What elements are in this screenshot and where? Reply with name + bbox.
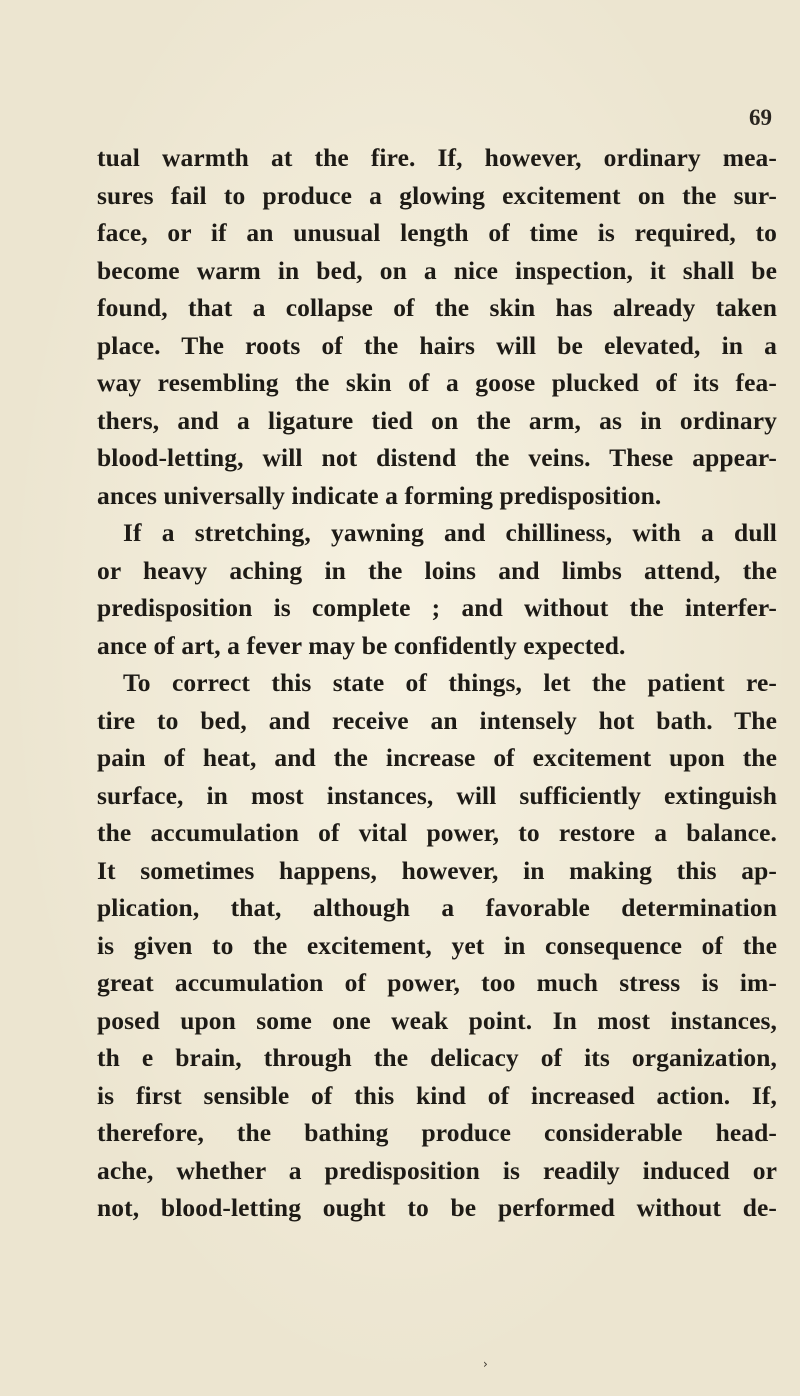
- text-line: pain of heat, and the increase of excitement upon the: [97, 743, 777, 772]
- page-number: 69: [749, 105, 772, 130]
- text-line: ance of art, a fever may be confidently expected.: [97, 630, 626, 660]
- text-line: found, that a collapse of the skin has already taken: [97, 293, 777, 322]
- text-line: or heavy aching in the loins and limbs attend, the: [97, 555, 777, 585]
- text-line: way resembling the skin of a goose plucked of its fea-: [97, 368, 777, 397]
- text-line: not, blood-letting ought to be performed without de-: [97, 1193, 777, 1222]
- text-line: It sometimes happens, however, in making this ap-: [97, 855, 777, 885]
- text-line: place. The roots of the hairs will be elevated, in a: [97, 330, 777, 360]
- text-line: predisposition is complete ; and without the interfer-: [97, 593, 777, 622]
- text-line: To correct this state of things, let the patient re-: [123, 668, 777, 697]
- text-line: sures fail to produce a glowing excitement on the sur-: [97, 180, 777, 210]
- text-line: th e brain, through the delicacy of its organization,: [97, 1043, 777, 1072]
- text-line: plication, that, although a favorable determination: [97, 893, 777, 922]
- text-line: become warm in bed, on a nice inspection, it shall be: [97, 255, 777, 285]
- text-line: is first sensible of this kind of increased action. If,: [97, 1080, 777, 1110]
- text-line: surface, in most instances, will sufficiently extinguish: [97, 780, 777, 810]
- text-line: is given to the excitement, yet in consequence of the: [97, 930, 777, 960]
- text-line: thers, and a ligature tied on the arm, as in ordinary: [97, 405, 777, 435]
- bottom-mark: ›: [483, 1357, 488, 1371]
- text-line: tual warmth at the fire. If, however, ordinary mea-: [97, 143, 777, 172]
- text-line: great accumulation of power, too much stress is im-: [97, 968, 777, 997]
- text-line: the accumulation of vital power, to restore a balance.: [97, 818, 777, 847]
- text-line: If a stretching, yawning and chilliness, with a dull: [123, 518, 777, 547]
- text-line: therefore, the bathing produce considerable head-: [97, 1118, 777, 1147]
- text-line: face, or if an unusual length of time is required, to: [97, 218, 777, 247]
- text-line: ances universally indicate a forming predisposition.: [97, 480, 662, 510]
- text-line: posed upon some one weak point. In most instances,: [97, 1005, 777, 1035]
- body-text: [97, 139, 777, 1227]
- text-line: ache, whether a predisposition is readily induced or: [97, 1155, 777, 1185]
- text-line: blood-letting, will not distend the veins. These appear-: [97, 443, 777, 472]
- text-line: tire to bed, and receive an intensely hot bath. The: [97, 705, 777, 735]
